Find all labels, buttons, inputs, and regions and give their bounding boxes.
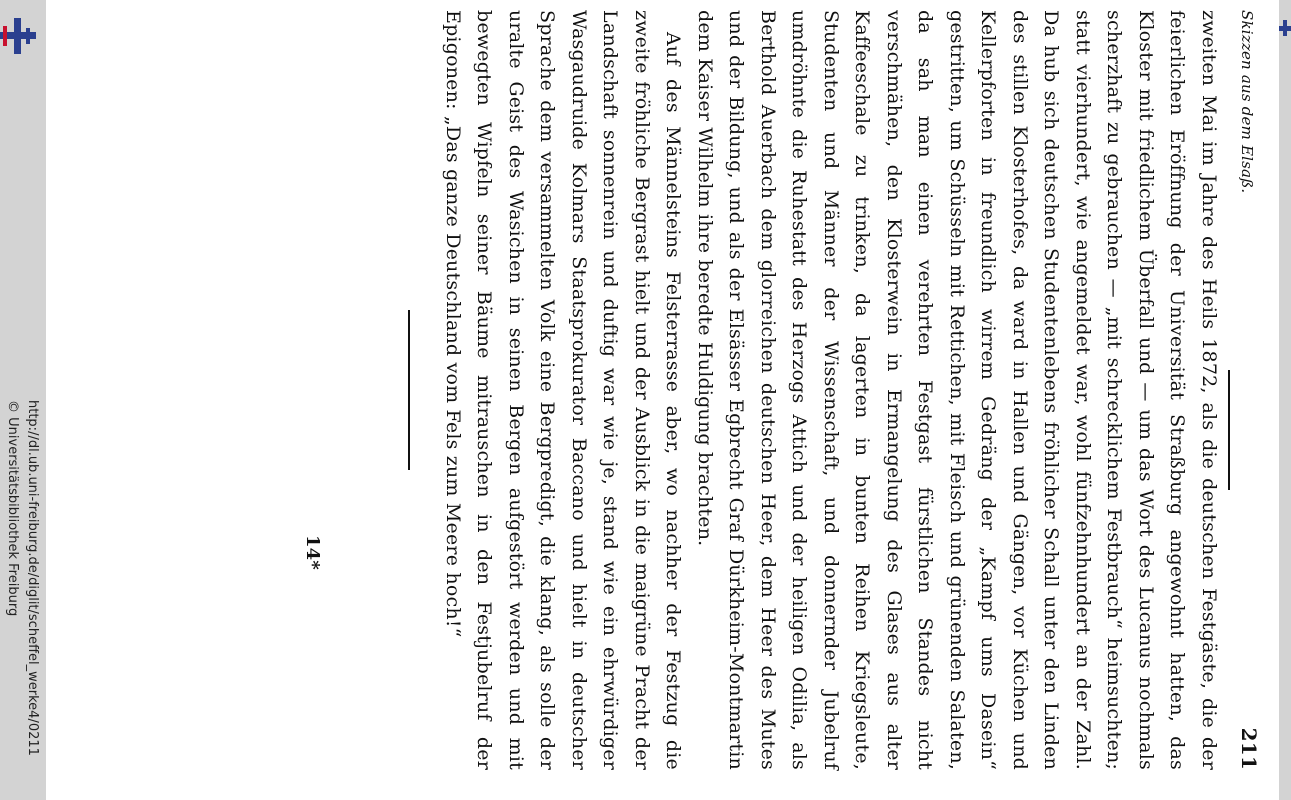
copyright-notice: © Universitätsbibliothek Freiburg xyxy=(5,400,20,617)
body-paragraph: Auf des Männelsteins Felsterrasse aber, wo nachher der Festzug die zweite fröhliche Bergrast hielt und der Ausblick in die maigrüne Pracht der Landschaft sonnenrein und duftig war wie je, stand wie ein ehrwürdiger Wasgaudruide Kolmars Staatsprokurator Baccano und hielt in deutscher Sprache dem versammelten Volk eine Bergpredigt, die klang, als solle der uralte Geist des Wasichen in seinen Bergen aufgestört werden und mit bewegten Wipfeln seiner Bäume mitrauschen in den Festjubelruf der Epigonen: „Das ganze Deutschland vom Fels zum Meere hoch!“ xyxy=(442,10,685,770)
library-logo-fragment-icon xyxy=(1279,18,1291,38)
source-url[interactable]: http://dl.ub.uni-freiburg.de/diglit/scheffel_werke4/0211 xyxy=(25,400,40,756)
url-strip xyxy=(0,0,46,800)
viewer-right-margin xyxy=(1279,0,1291,800)
page-header xyxy=(1230,10,1264,770)
body-paragraph: zweiten Mai im Jahre des Heils 1872, als die deutschen Festgäste, die der feierlichen Eröffnung der Universität Straßburg angewohnt hatten, das Kloster mit friedlichem Überfall und — um das Wort des Lucanus nochmals scherzhaft zu gebrauchen — „mit schrecklichem Festbrauch“ heimsuchten; statt vierhundert, wie angemeldet war, wohl fünfzehnhundert an der Zahl. Da hub sich deutschen Studentenlebens fröhlicher Schall unter den Linden des stillen Klosterhofes, da ward in Hallen und Gängen, vor Küchen und Kellerpforten in freundlich wirrem Gedräng der „Kampf ums Dasein“ gestritten, um Schüsseln mit Rettichen, mit Fleisch und grünenden Salaten, da sah man einen verehrten Festgast fürstlichen Standes nicht verschmähen, den Klosterwein in Ermangelung des Glases aus alter Kaffeeschale zu trinken, da lagerten in bunten Reihen Kriegsleute, Studenten und Männer der Wissenschaft, und donnernder Jubelruf umdröhnte die Ruhestatt des Herzogs Attich und der heiligen Odilia, als Berthold Auerbach dem glorreichen deutschen Heer, dem Heer des Mutes und der Bildung, und als der Elsässer Egbrecht Graf Dürkheim-Montmartin dem Kaiser Wilhelm ihre beredte Huldigung brachten. xyxy=(694,10,1220,770)
section-divider xyxy=(409,310,411,470)
scanned-page xyxy=(46,0,1279,800)
viewer-left-margin xyxy=(0,0,46,800)
printer-signature: 14* xyxy=(302,534,324,570)
page-number: 211 xyxy=(1237,727,1261,770)
header-rule xyxy=(1228,370,1230,490)
running-head: Skizzen aus dem Elsaß. xyxy=(1238,10,1256,194)
page-text-block xyxy=(297,10,1264,770)
